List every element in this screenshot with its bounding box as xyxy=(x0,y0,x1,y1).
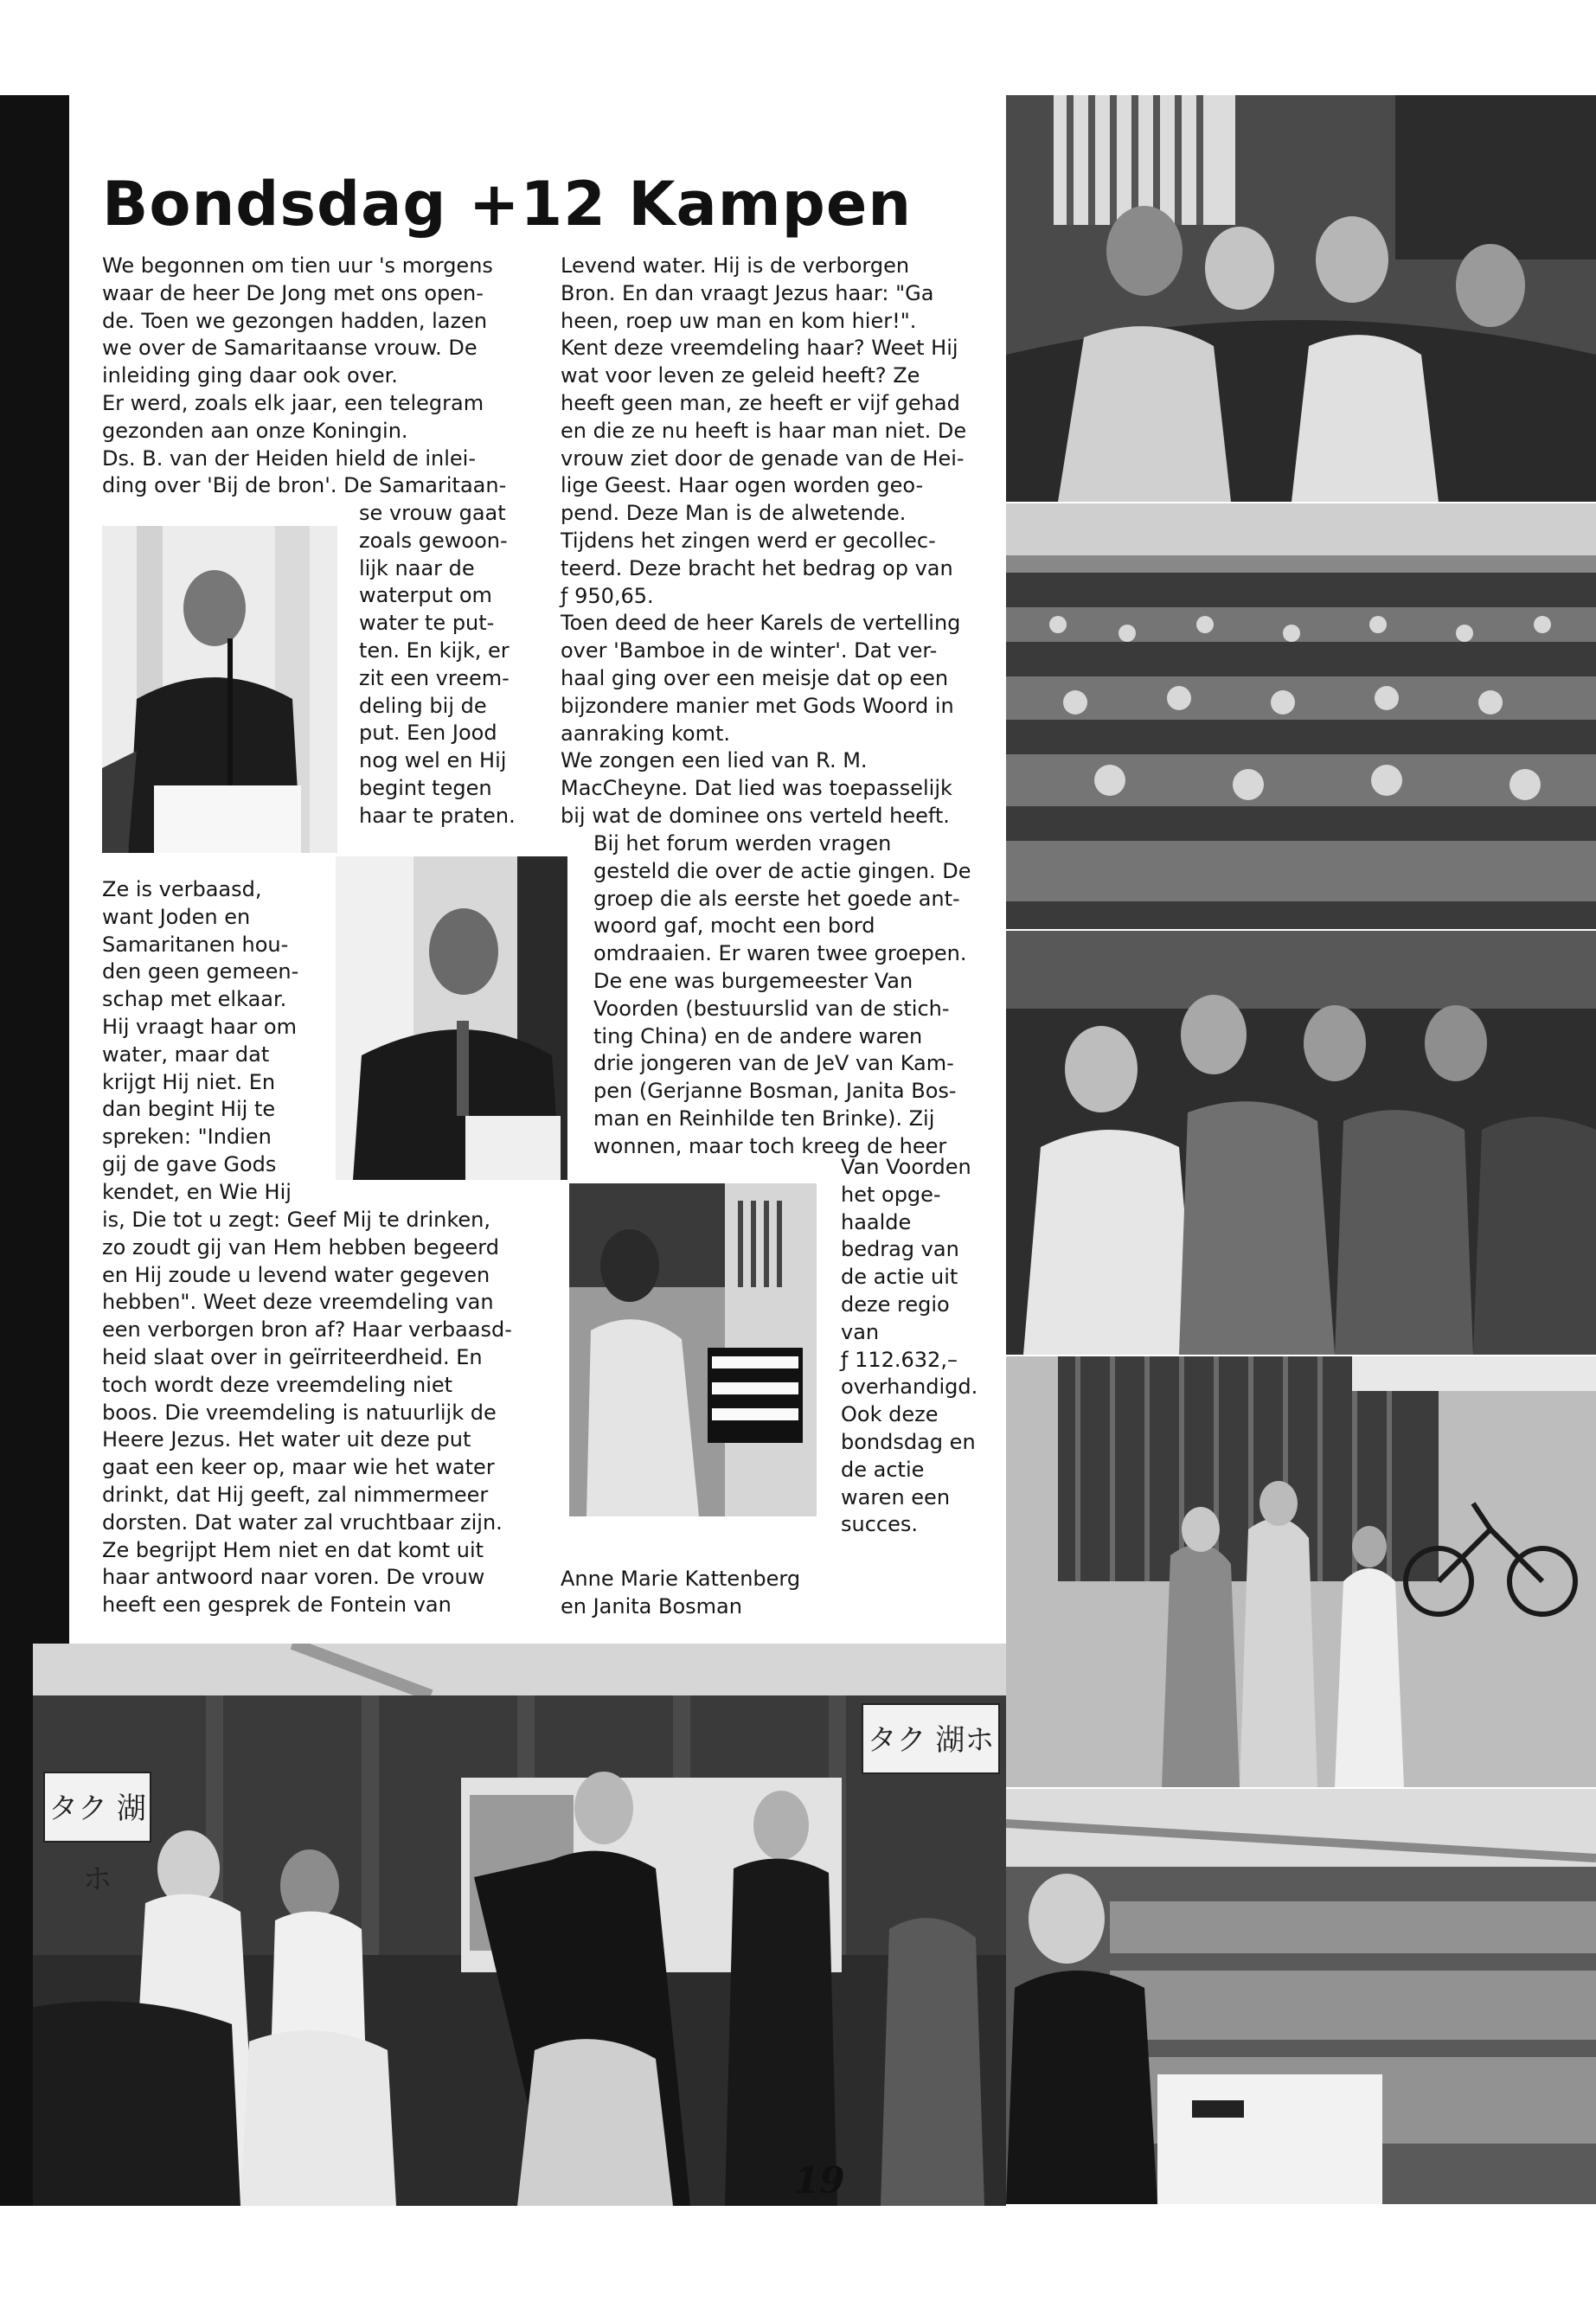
text-line: haal ging over een meisje dat op een xyxy=(561,665,949,690)
text-line: en die ze nu heeft is haar man niet. De xyxy=(561,418,967,443)
text-line: Hij vraagt haar om xyxy=(102,1014,297,1039)
text-line: bedrag van xyxy=(841,1237,959,1262)
text-line: heeft geen man, ze heeft er vijf gehad xyxy=(561,390,960,415)
text-line: Samaritanen hou- xyxy=(102,932,289,957)
text-line: gaat een keer op, maar wie het water xyxy=(102,1455,495,1480)
text-line: water, maar dat xyxy=(102,1042,270,1067)
text-col1-wrap1 xyxy=(359,500,516,830)
text-line: Voorden (bestuurslid van de stich- xyxy=(593,996,950,1021)
text-line: se vrouw gaat xyxy=(359,501,506,525)
text-line: heid slaat over in geïrriteerdheid. En xyxy=(102,1344,483,1369)
text-line: Ook deze xyxy=(841,1402,939,1427)
text-line: toch wordt deze vreemdeling niet xyxy=(102,1372,453,1397)
text-line: Anne Marie Kattenberg xyxy=(561,1567,801,1591)
text-line: hebben". Weet deze vreemdeling van xyxy=(102,1290,494,1315)
text-line: het opge- xyxy=(841,1182,941,1207)
sign-right: タク 湖ホ xyxy=(862,1703,1000,1774)
text-col2-mid xyxy=(593,830,971,1161)
text-line: We zongen een lied van R. M. xyxy=(561,748,868,773)
text-line: krijgt Hij niet. En xyxy=(102,1069,276,1094)
text-line: Van Voorden xyxy=(841,1155,971,1179)
text-line: kendet, en Wie Hij xyxy=(102,1179,292,1204)
text-line: pend. Deze Man is de alwetende. xyxy=(561,501,907,526)
text-line: en Janita Bosman xyxy=(561,1593,742,1618)
text-line: pen (Gerjanne Bosman, Janita Bos- xyxy=(593,1079,957,1104)
text-line: Ze begrijpt Hem niet en dat komt uit xyxy=(102,1537,484,1562)
text-line: nog wel en Hij xyxy=(359,748,507,773)
text-col1-wrap2 xyxy=(102,876,298,1207)
text-line: gij de gave Gods xyxy=(102,1151,277,1176)
text-line: over 'Bamboe in de winter'. Dat ver- xyxy=(561,638,938,663)
text-line: waar de heer De Jong met ons open- xyxy=(102,280,484,305)
text-line: teerd. Deze bracht het bedrag op van xyxy=(561,555,953,580)
text-line: Bron. En dan vraagt Jezus haar: "Ga xyxy=(561,280,934,305)
text-line: De ene was burgemeester Van xyxy=(593,968,913,993)
author-credits xyxy=(561,1566,800,1621)
text-line: Er werd, zoals elk jaar, een telegram xyxy=(102,390,484,415)
text-line: zit een vreem- xyxy=(359,665,510,690)
text-line: begint tegen xyxy=(359,775,492,800)
text-line: ƒ 112.632,– xyxy=(841,1347,958,1372)
text-line: overhandigd. xyxy=(841,1375,978,1400)
photo-speaker-van-der-heiden xyxy=(336,856,567,1180)
text-line: deze regio xyxy=(841,1292,950,1317)
text-line: zo zoudt gij van Hem hebben begeerd xyxy=(102,1234,499,1259)
text-line: spreken: "Indien xyxy=(102,1125,272,1150)
text-line: zoals gewoon- xyxy=(359,528,508,553)
article-title: Bondsdag +12 Kampen xyxy=(102,169,913,240)
text-line: is, Die tot u zegt: Geef Mij te drinken, xyxy=(102,1208,490,1232)
text-line: deling bij de xyxy=(359,693,487,718)
text-col1-bottom xyxy=(102,1207,512,1619)
text-line: de actie xyxy=(841,1457,925,1482)
text-line: Ds. B. van der Heiden hield de inlei- xyxy=(102,445,476,471)
text-line: ting China) en de andere waren xyxy=(593,1023,923,1048)
photo-forum-stage xyxy=(33,1644,1006,2206)
text-line: een verborgen bron af? Haar verbaasd- xyxy=(102,1317,512,1343)
text-line: haalde xyxy=(841,1209,912,1234)
text-col1-top xyxy=(102,253,506,500)
text-line: wat voor leven ze geleid heeft? Ze xyxy=(561,363,920,388)
text-line: en Hij zoude u levend water gegeven xyxy=(102,1262,490,1287)
text-line: boos. Die vreemdeling is natuurlijk de xyxy=(102,1400,497,1425)
text-line: heeft een gesprek de Fontein van xyxy=(102,1593,452,1618)
photo-hall-speaker-lectern xyxy=(1006,1789,1596,2204)
photo-crowd-cheering xyxy=(1006,95,1596,502)
photo-audience-hall xyxy=(1006,503,1596,929)
text-line: MacCheyne. Dat lied was toepasselijk xyxy=(561,776,952,801)
text-line: schap met elkaar. xyxy=(102,987,287,1012)
text-line: lijk naar de xyxy=(359,555,475,580)
text-line: groep die als eerste het goede ant- xyxy=(593,886,960,911)
text-line: Bij het forum werden vragen xyxy=(593,831,892,856)
sign-left: タク 湖ホ xyxy=(43,1772,151,1843)
photo-outside-bicycles xyxy=(1006,1356,1596,1787)
text-line: omdraaien. Er waren twee groepen. xyxy=(593,941,967,966)
text-line: bondsdag en xyxy=(841,1429,976,1454)
text-line: drinkt, dat Hij geeft, zal nimmermeer xyxy=(102,1482,489,1507)
text-line: Heere Jezus. Het water uit deze put xyxy=(102,1427,471,1452)
text-line: de actie uit xyxy=(841,1265,958,1290)
text-line: Levend water. Hij is de verborgen xyxy=(561,253,910,278)
text-line: den geen gemeen- xyxy=(102,959,299,984)
text-line: put. Een Jood xyxy=(359,721,497,746)
text-line: bijzondere manier met Gods Woord in xyxy=(561,693,954,718)
text-line: haar te praten. xyxy=(359,803,516,828)
text-line: van xyxy=(841,1319,880,1344)
text-line: drie jongeren van de JeV van Kam- xyxy=(593,1051,954,1076)
text-line: waterput om xyxy=(359,583,492,608)
text-line: Toen deed de heer Karels de vertelling xyxy=(561,611,961,636)
text-line: dan begint Hij te xyxy=(102,1097,276,1122)
text-line: ƒ 950,65. xyxy=(561,583,654,608)
text-line: Tijdens het zingen werd er gecollec- xyxy=(561,528,936,553)
text-col2-wrap xyxy=(841,1154,977,1539)
text-line: lige Geest. Haar ogen worden geo- xyxy=(561,473,924,498)
text-line: haar antwoord naar voren. De vrouw xyxy=(102,1565,485,1590)
text-line: bij wat de dominee ons verteld heeft. xyxy=(561,803,950,828)
text-col2-top xyxy=(561,253,966,830)
text-line: woord gaf, mocht een bord xyxy=(593,913,875,939)
text-line: aanraking komt. xyxy=(561,721,730,746)
photo-organ-player xyxy=(569,1183,817,1516)
text-line: inleiding ging daar ook over. xyxy=(102,363,398,388)
text-line: We begonnen om tien uur 's morgens xyxy=(102,253,493,278)
text-line: gesteld die over de actie gingen. De xyxy=(593,858,971,883)
photo-audience-front-rows xyxy=(1006,931,1596,1355)
text-line: we over de Samaritaanse vrouw. De xyxy=(102,336,478,361)
text-line: dorsten. Dat water zal vruchtbaar zijn. xyxy=(102,1509,503,1535)
text-line: wonnen, maar toch kreeg de heer xyxy=(593,1133,947,1158)
text-line: vrouw ziet door de genade van de Hei- xyxy=(561,445,965,471)
text-line: de. Toen we gezongen hadden, lazen xyxy=(102,308,488,333)
photo-speaker-de-jong xyxy=(102,526,337,853)
text-line: ten. En kijk, er xyxy=(359,638,510,663)
text-line: Ze is verbaasd, xyxy=(102,877,262,901)
page-number: 19 xyxy=(794,2159,845,2202)
text-line: Kent deze vreemdeling haar? Weet Hij xyxy=(561,336,958,361)
text-line: want Joden en xyxy=(102,904,251,929)
text-line: succes. xyxy=(841,1512,919,1537)
text-line: ding over 'Bij de bron'. De Samaritaan- xyxy=(102,473,507,498)
text-line: gezonden aan onze Koningin. xyxy=(102,418,408,443)
text-line: waren een xyxy=(841,1484,951,1509)
text-line: water te put- xyxy=(359,611,495,636)
text-line: man en Reinhilde ten Brinke). Zij xyxy=(593,1106,935,1131)
text-line: heen, roep uw man en kom hier!". xyxy=(561,308,917,333)
